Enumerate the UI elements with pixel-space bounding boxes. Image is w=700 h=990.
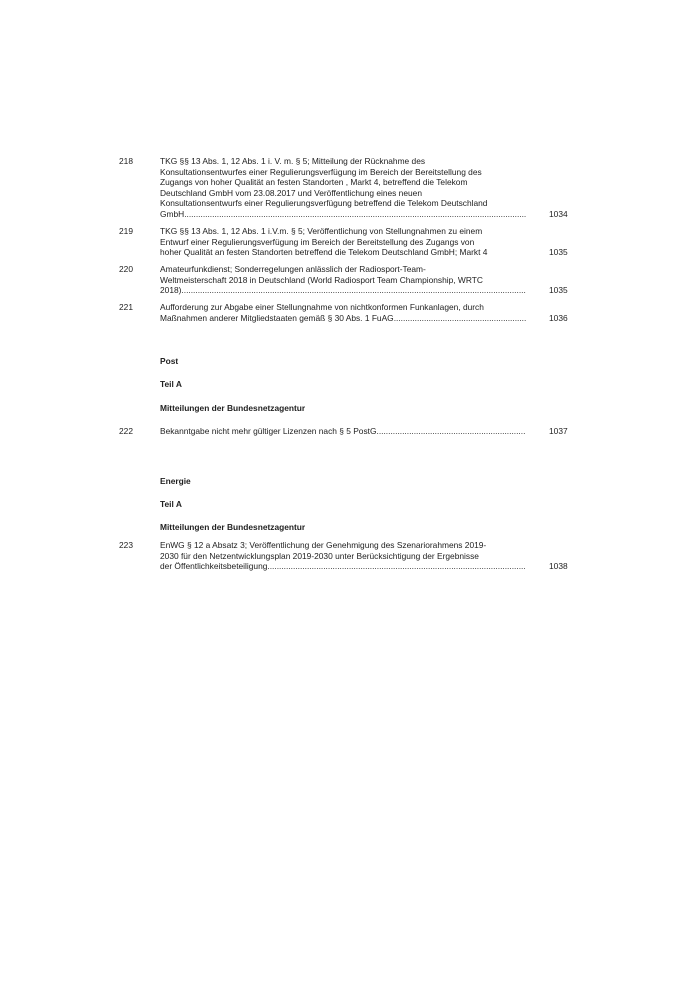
dot-leader bbox=[394, 313, 526, 324]
entry-leader-line bbox=[160, 426, 526, 437]
entry-line: Konsultationsentwurfs einer Regulierungsverfügung betreffend die Telekom Deutschland bbox=[160, 198, 488, 209]
entry-leader-line bbox=[160, 561, 526, 572]
dot-leader bbox=[267, 561, 526, 572]
entry-line: Konsultationsentwurfes einer Regulierungsverfügung im Bereich der Bereitstellung des bbox=[160, 166, 482, 177]
entry-line: EnWG § 12 a Absatz 3; Veröffentlichung der Genehmigung des Szenariorahmens 2019- bbox=[160, 540, 487, 550]
section-title-energie: Energie bbox=[160, 476, 191, 486]
section-title-post: Post bbox=[160, 356, 179, 366]
entry-line: hoher Qualität an festen Standorten betreffend die Telekom Deutschland GmbH; Markt 4 bbox=[160, 247, 488, 258]
entry-number: 223 bbox=[119, 540, 133, 550]
section-subtitle-energie: Mitteilungen der Bundesnetzagentur bbox=[160, 522, 306, 532]
entry-text bbox=[160, 264, 526, 296]
entry-page-number: 1034 bbox=[549, 209, 568, 219]
entry-page-number: 1035 bbox=[549, 285, 568, 295]
entry-leader-line bbox=[160, 285, 526, 296]
entry-page-number: 1038 bbox=[549, 561, 568, 571]
entry-number: 221 bbox=[119, 302, 133, 312]
entry-last-line: Maßnahmen anderer Mitgliedstaaten gemäß § 30 Abs. 1 FuAG bbox=[160, 312, 394, 323]
entry-number: 220 bbox=[119, 264, 133, 274]
entry-line: Weltmeisterschaft 2018 in Deutschland (World Radiosport Team Championship, WRTC bbox=[160, 274, 483, 285]
entry-page-number: 1035 bbox=[549, 247, 568, 257]
entry-text bbox=[160, 226, 526, 258]
entry-line: Zugangs von hoher Qualität an festen Standorten , Markt 4, betreffend die Telekom bbox=[160, 177, 468, 188]
entry-line: Aufforderung zur Abgabe einer Stellungnahme von nichtkonformen Funkanlagen, durch bbox=[160, 302, 484, 312]
section-part-energie: Teil A bbox=[160, 499, 182, 509]
entry-line: Entwurf einer Regulierungsverfügung im Bereich der Bereitstellung des Zugangs von bbox=[160, 236, 475, 247]
entry-number: 219 bbox=[119, 226, 133, 236]
entry-line: Amateurfunkdienst; Sonderregelungen anlässlich der Radiosport-Team- bbox=[160, 264, 426, 274]
entry-text bbox=[160, 540, 526, 572]
entry-line: Deutschland GmbH vom 23.08.2017 und Veröffentlichung eines neuen bbox=[160, 187, 422, 198]
entry-leader-line bbox=[160, 209, 526, 220]
entry-last-line: 2018) bbox=[160, 285, 182, 296]
entry-page-number: 1037 bbox=[549, 426, 568, 436]
entry-line: TKG §§ 13 Abs. 1, 12 Abs. 1 i.V.m. § 5; Veröffentlichung von Stellungnahmen zu einem bbox=[160, 226, 483, 236]
entry-last-line: der Öffentlichkeitsbeteiligung bbox=[160, 561, 268, 572]
entry-text bbox=[160, 156, 526, 220]
entry-text bbox=[160, 302, 526, 323]
section-subtitle-post: Mitteilungen der Bundesnetzagentur bbox=[160, 403, 306, 413]
dot-leader bbox=[181, 285, 526, 296]
dot-leader bbox=[184, 209, 526, 220]
entry-page-number: 1036 bbox=[549, 313, 568, 323]
entry-last-line: Bekanntgabe nicht mehr gültiger Lizenzen nach § 5 PostG bbox=[160, 426, 377, 436]
entry-number: 218 bbox=[119, 156, 133, 166]
entry-last-line: GmbH bbox=[160, 208, 185, 219]
dot-leader bbox=[377, 426, 527, 437]
entry-leader-line bbox=[160, 313, 526, 324]
entry-text bbox=[160, 426, 526, 437]
entry-line: TKG §§ 13 Abs. 1, 12 Abs. 1 i. V. m. § 5; Mitteilung der Rücknahme des bbox=[160, 156, 426, 166]
entry-number: 222 bbox=[119, 426, 133, 436]
entry-line: 2030 für den Netzentwicklungsplan 2019-2030 unter Berücksichtigung der Ergebnisse bbox=[160, 550, 479, 561]
section-part-post: Teil A bbox=[160, 379, 182, 389]
